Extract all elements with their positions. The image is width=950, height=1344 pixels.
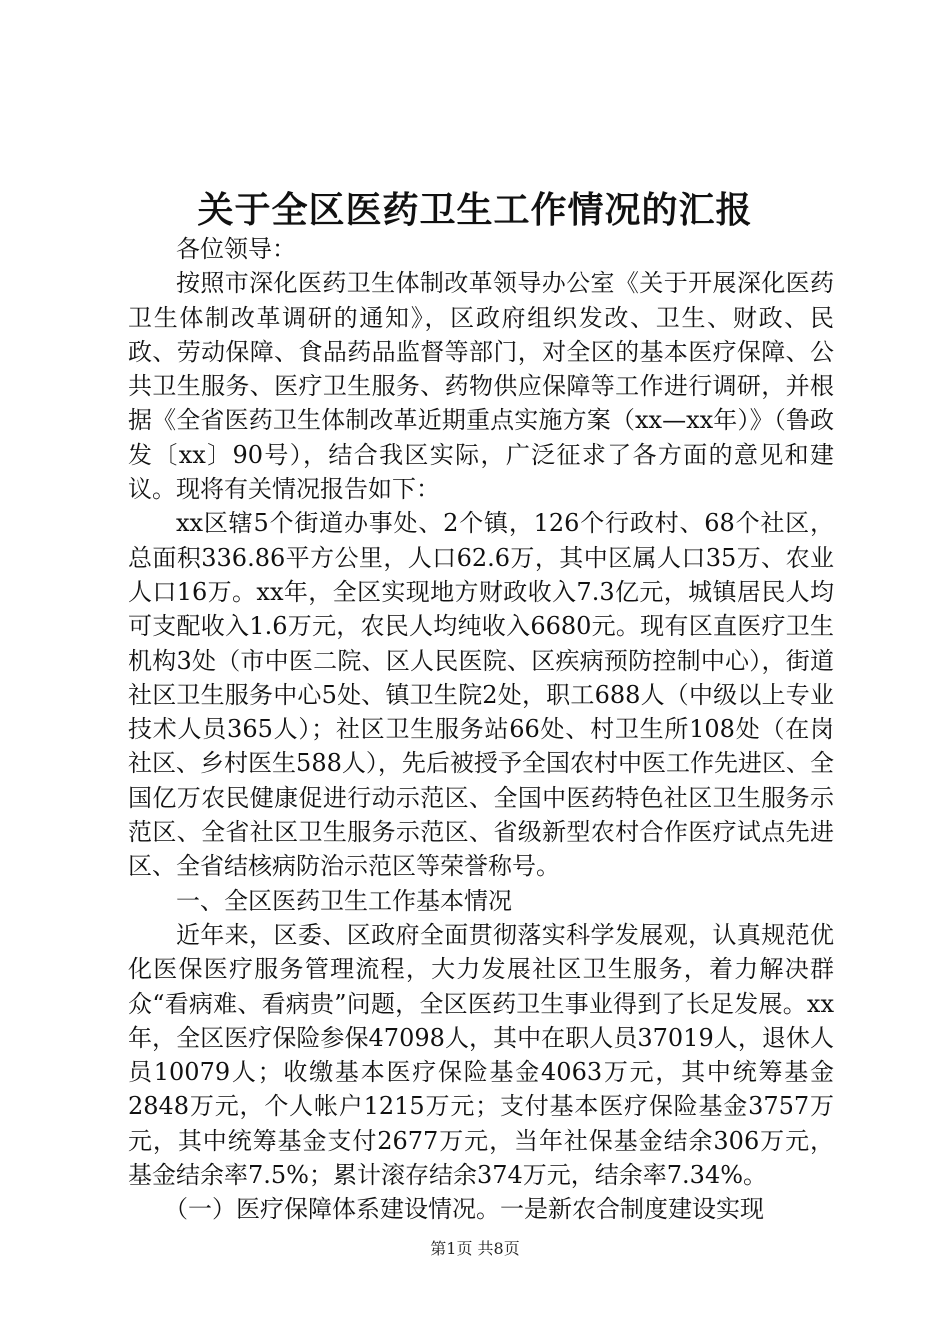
page-number-footer: 第1页 共8页	[430, 1239, 520, 1258]
paragraph-district-overview: xx区辖5个街道办事处、2个镇，126个行政村、68个社区，总面积336.86平方公里，人口62.6万，其中区属人口35万、农业人口16万。xx年，全区实现地方财政收入7.3亿元，城镇居民人均可支配收入1.6万元，农民人均纯收入6680元。现有区直医疗卫生机构3处（市中医二院、区人民医院、区疾病预防控制中心），街道社区卫生服务中心5处、镇卫生院2处，职工688人（中级以上专业技术人员365人）；社区卫生服务站66处、村卫生所108处（在岗社区、乡村医生588人），先后被授予全国农村中医工作先进区、全国亿万农民健康促进行动示范区、全国中医药特色社区卫生服务示范区、全省社区卫生服务示范区、省级新型农村合作医疗试点先进区、全省结核病防治示范区等荣誉称号。	[128, 509, 834, 881]
paragraph-intro: 按照市深化医药卫生体制改革领导办公室《关于开展深化医药卫生体制改革调研的通知》，区政府组织发改、卫生、财政、民政、劳动保障、食品药品监督等部门，对全区的基本医疗保障、公共卫生服务、医疗卫生服务、药物供应保障等工作进行调研，并根据《全省医药卫生体制改革近期重点实施方案（xx—xx年）》（鲁政发〔xx〕90号），结合我区实际，广泛征求了各方面的意见和建议。现将有关情况报告如下：	[128, 269, 834, 504]
paragraph-basic-situation: 近年来，区委、区政府全面贯彻落实科学发展观，认真规范优化医保医疗服务管理流程，大力发展社区卫生服务，着力解决群众“看病难、看病贵”问题，全区医药卫生事业得到了长足发展。xx年，全区医疗保险参保47098人，其中在职人员37019人，退休人员10079人；收缴基本医疗保险基金4063万元，其中统筹基金2848万元，个人帐户1215万元；支付基本医疗保险基金3757万元，其中统筹基金支付2677万元，当年社保基金结余306万元，基金结余率7.5%；累计滚存结余374万元，结余率7.34%。	[128, 920, 834, 1190]
document-title: 关于全区医药卫生工作情况的汇报	[197, 189, 753, 231]
salutation: 各位领导：	[176, 235, 296, 263]
section-heading: 一、全区医药卫生工作基本情况	[176, 886, 512, 915]
document-body	[128, 232, 834, 1227]
subsection-heading: （一）医疗保障体系建设情况。一是新农合制度建设实现	[164, 1195, 764, 1224]
